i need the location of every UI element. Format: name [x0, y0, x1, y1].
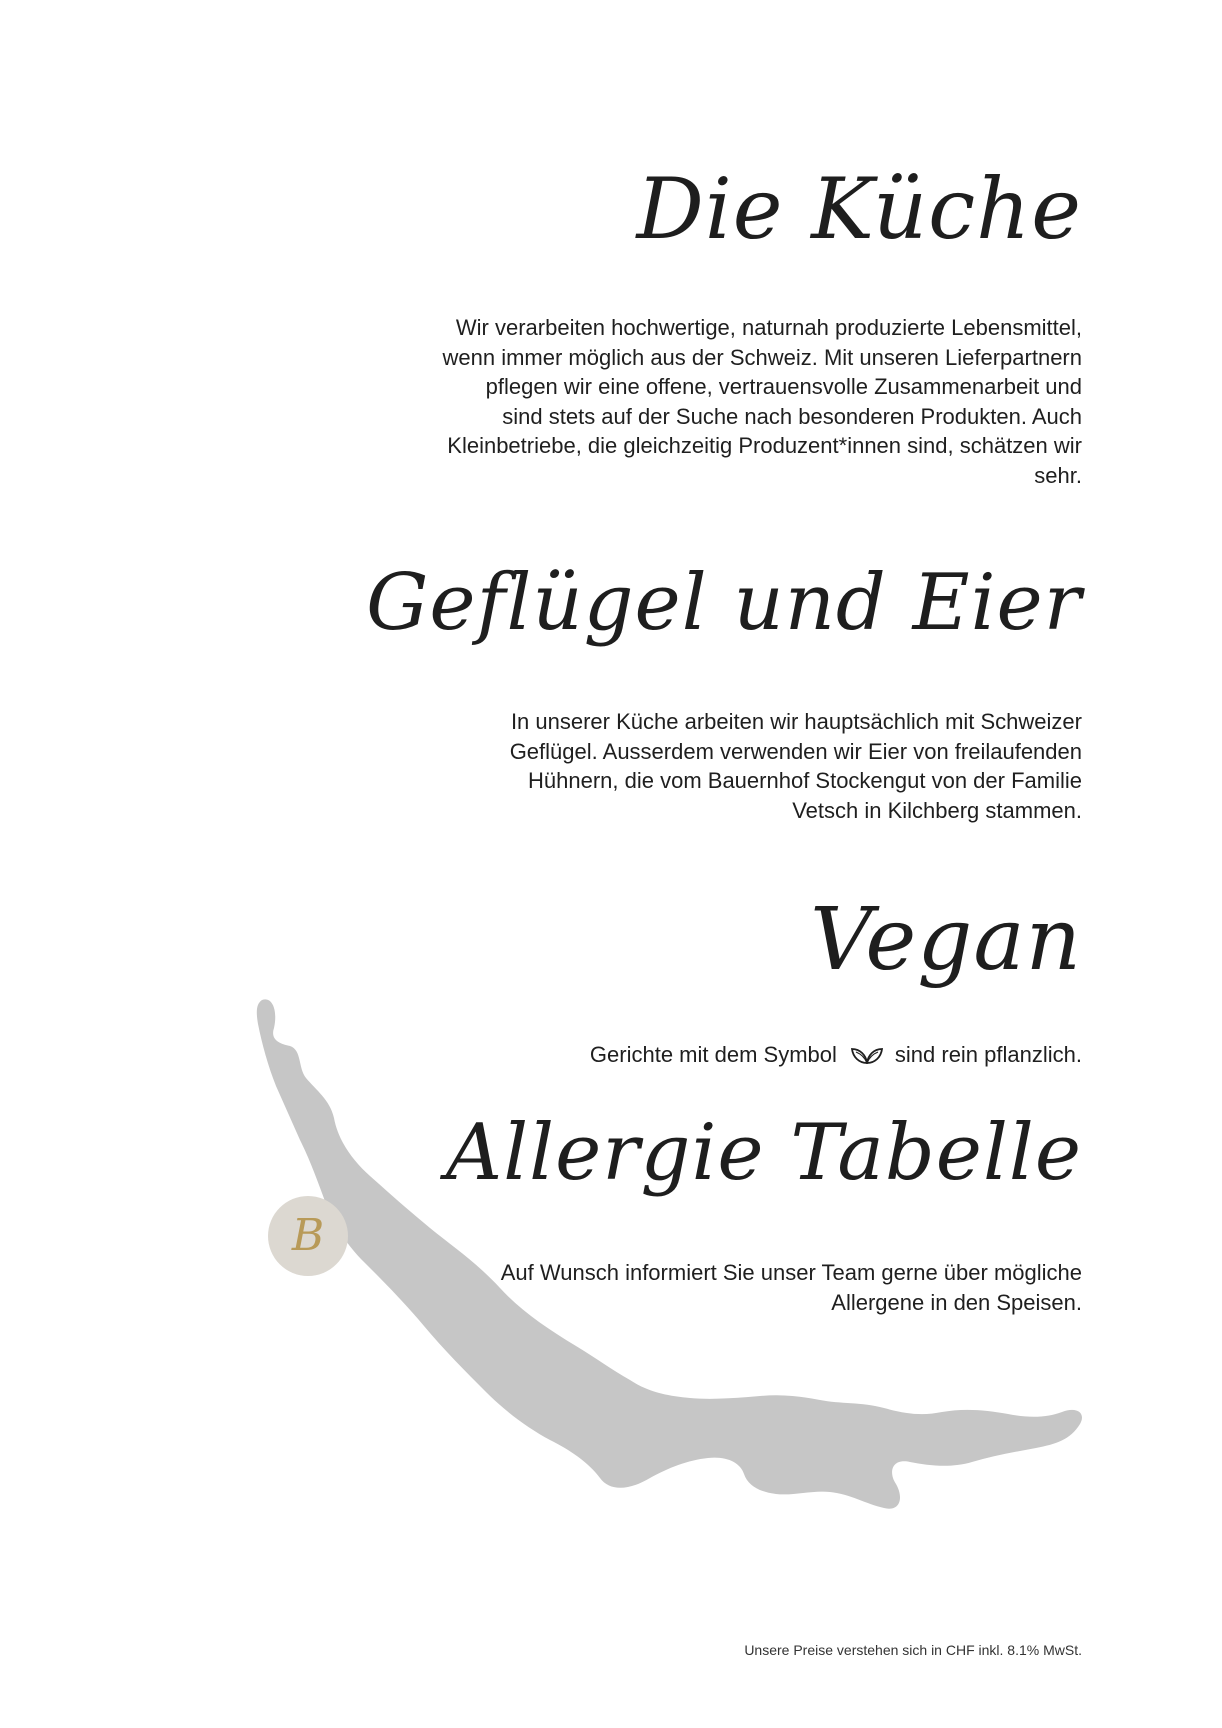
price-note: Unsere Preise verstehen sich in CHF inkl. 8.1% MwSt. — [744, 1642, 1082, 1658]
section-text-kueche: Wir verarbeiten hochwertige, naturnah produzierte Lebensmittel, wenn immer möglich aus der Schweiz. Mit unseren Lieferpartnern pflegen wir eine offene, vertrauensvolle Zusammenarbeit und sind stets auf der Suche nach besonderen Produkten. Auch Kleinbetriebe, die gleichzeitig Produzent*innen sind, schätzen wir sehr. — [442, 315, 1082, 488]
vegan-text-before: Gerichte mit dem Symbol — [589, 1042, 837, 1067]
section-text-allergie: Auf Wunsch informiert Sie unser Team gerne über mögliche Allergene in den Speisen. — [500, 1260, 1082, 1315]
section-heading-gefluegel: Geflügel und Eier — [366, 558, 1082, 648]
section-heading-vegan: Vegan — [810, 890, 1082, 990]
section-heading-allergie: Allergie Tabelle — [445, 1108, 1082, 1198]
logo-letter: B — [291, 1210, 325, 1261]
section-text-vegan — [442, 1040, 1082, 1070]
vegan-text-after: sind rein pflanzlich. — [894, 1042, 1082, 1067]
logo-badge — [268, 1196, 348, 1276]
section-heading-kueche: Die Küche — [636, 160, 1082, 258]
section-text-gefluegel: In unserer Küche arbeiten wir hauptsächlich mit Schweizer Geflügel. Ausserdem verwenden wir Eier von freilaufenden Hühnern, die vom Bauernhof Stockengut von der Familie Vetsch in Kilchberg stammen. — [509, 709, 1082, 823]
leaf-icon — [849, 1044, 885, 1066]
